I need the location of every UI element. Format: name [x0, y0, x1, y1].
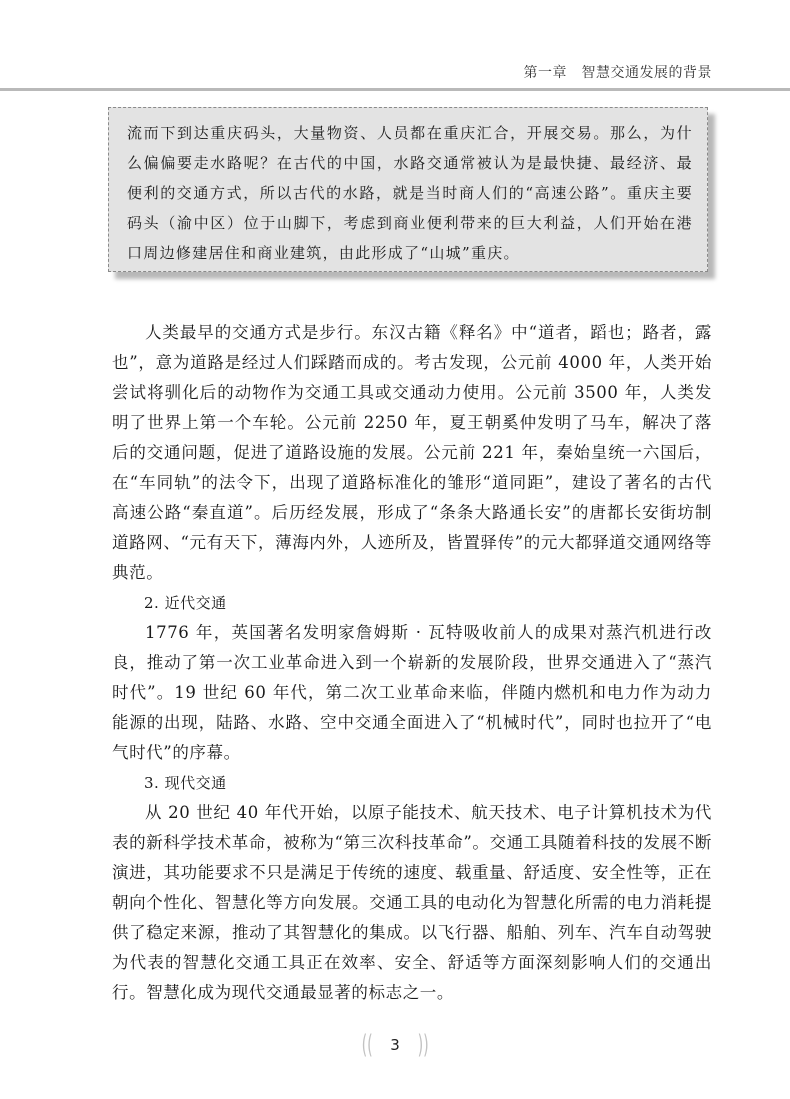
paragraph-ancient-transport: 人类最早的交通方式是步行。东汉古籍《释名》中“道者，蹈也；路者，露也”，意为道路是经过人们踩踏而成的。考古发现，公元前 4000 年，人类开始尝试将驯化后的动物作为交通工具或交通动力使用。公元前 3500 年，人类发明了世界上第一个车轮。公元前 2250 年，夏王朝奚仲发明了马车，解决了落后的交通问题，促进了道路设施的发展。公元前 221 年，秦始皇统一六国后，在“车同轨”的法令下，出现了道路标准化的雏形“道同距”，建设了著名的古代高速公路“秦直道”。后历经发展，形成了“条条大路通长安”的唐都长安街坊制道路网、“元有天下，薄海内外，人迹所及，皆置驿传”的元大都驿道交通网络等典范。 [112, 323, 712, 582]
page-footer [0, 1030, 790, 1060]
right-bracket-ornament: )) [417, 1030, 429, 1060]
header-rule [0, 88, 790, 91]
left-bracket-ornament: (( [361, 1030, 373, 1060]
paragraph-contemporary: 从 20 世纪 40 年代开始，以原子能技术、航天技术、电子计算机技术为代表的新科学技术革命，被称为“第三次科技革命”。交通工具随着科技的发展不断演进，其功能要求不只是满足于传统的速度、载重量、舒适度、安全性等，正在朝向个性化、智慧化等方向发展。交通工具的电动化为智慧化所需的电力消耗提供了稳定来源，推动了其智慧化的集成。以飞行器、船舶、列车、汽车自动驾驶为代表的智慧化交通工具正在效率、安全、舒适等方面深刻影响人们的交通出行。智慧化成为现代交通最显著的标志之一。 [112, 803, 712, 1002]
page-number: 3 [390, 1036, 400, 1054]
running-header: 第一章 智慧交通发展的背景 [523, 65, 712, 81]
main-body [112, 318, 712, 1008]
section-heading-modern-era: 2. 近代交通 [144, 594, 227, 612]
boxed-quote-text: 流而下到达重庆码头，大量物资、人员都在重庆汇合，开展交易。那么，为什么偏偏要走水路呢？在古代的中国，水路交通常被认为是最快捷、最经济、最便利的交通方式，所以古代的水路，就是当时商人们的“高速公路”。重庆主要码头（渝中区）位于山脚下，考虑到商业便利带来的巨大利益，人们开始在港口周边修建居住和商业建筑，由此形成了“山城”重庆。 [127, 124, 693, 262]
section-heading-contemporary: 3. 现代交通 [144, 774, 227, 792]
paragraph-modern-era: 1776 年，英国著名发明家詹姆斯 · 瓦特吸收前人的成果对蒸汽机进行改良，推动了第一次工业革命进入到一个崭新的发展阶段，世界交通进入了“蒸汽时代”。19 世纪 60 年代，第二次工业革命来临，伴随内燃机和电力作为动力能源的出现，陆路、水路、空中交通全面进入了“机械时代”，同时也拉开了“电气时代”的序幕。 [112, 623, 712, 762]
boxed-quote [108, 107, 708, 272]
